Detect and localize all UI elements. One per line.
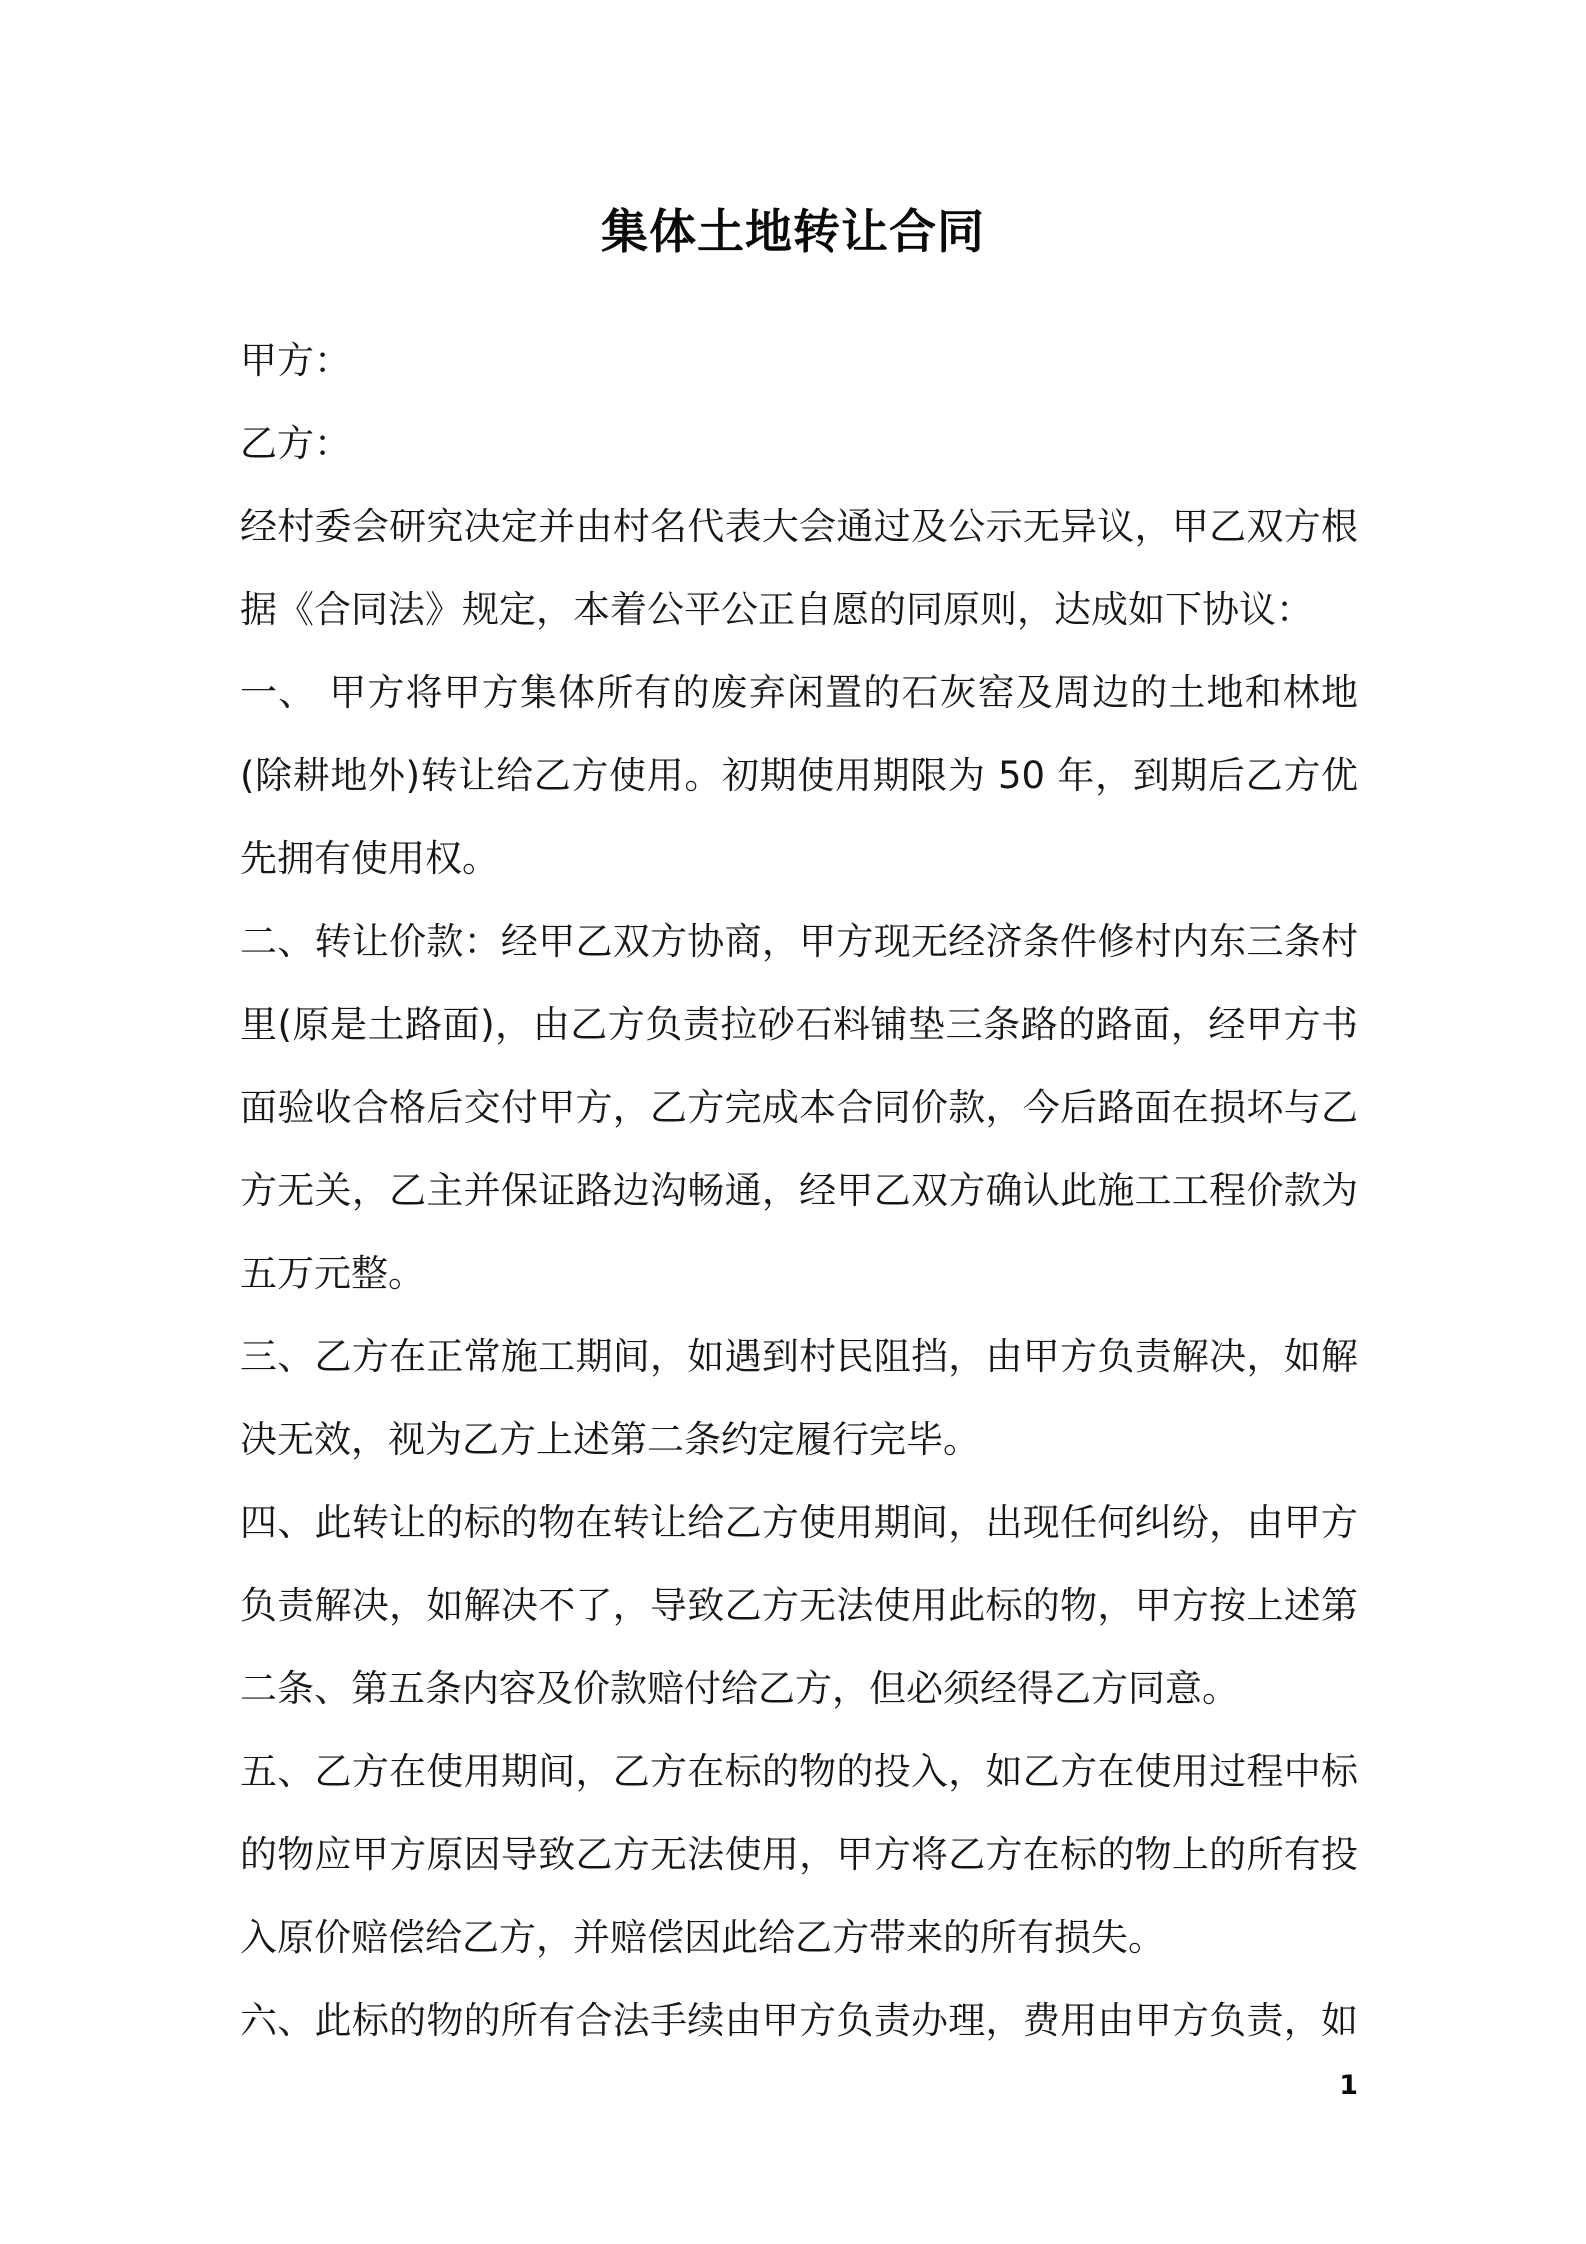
text-line-clause-1: (除耕地外)转让给乙方使用。初期使用期限为 50 年，到期后乙方优: [240, 754, 1358, 797]
text-line-party-b: 乙方：: [240, 422, 351, 465]
text-line-clause-5: 五、乙方在使用期间，乙方在标的物的投入，如乙方在使用过程中标: [240, 1750, 1358, 1793]
text-line-party-a: 甲方：: [240, 339, 351, 382]
text-line-preamble: 据《合同法》规定，本着公平公正自愿的同原则，达成如下协议：: [240, 588, 1313, 631]
text-line-clause-1: 一、 甲方将甲方集体所有的废弃闲置的石灰窑及周边的土地和林地: [240, 671, 1358, 714]
text-line-clause-2: 五万元整。: [240, 1252, 425, 1295]
document-title: 集体土地转让合同: [601, 205, 985, 260]
text-line-preamble: 经村委会研究决定并由村名代表大会通过及公示无异议，甲乙双方根: [240, 505, 1358, 548]
text-line-clause-4: 负责解决，如解决不了，导致乙方无法使用此标的物，甲方按上述第: [240, 1584, 1358, 1627]
text-line-clause-4: 四、此转让的标的物在转让给乙方使用期间，出现任何纠纷，由甲方: [240, 1501, 1358, 1544]
text-line-clause-2: 面验收合格后交付甲方，乙方完成本合同价款，今后路面在损坏与乙: [240, 1086, 1358, 1129]
text-line-clause-5: 入原价赔偿给乙方，并赔偿因此给乙方带来的所有损失。: [240, 1916, 1165, 1959]
page-number: 1: [1339, 2070, 1358, 2101]
text-line-clause-2: 二、转让价款：经甲乙双方协商，甲方现无经济条件修村内东三条村: [240, 920, 1358, 963]
text-line-clause-1: 先拥有使用权。: [240, 837, 499, 880]
text-line-clause-5: 的物应甲方原因导致乙方无法使用，甲方将乙方在标的物上的所有投: [240, 1833, 1358, 1876]
text-line-clause-2: 方无关，乙主并保证路边沟畅通，经甲乙双方确认此施工工程价款为: [240, 1169, 1358, 1212]
text-line-clause-6: 六、此标的物的所有合法手续由甲方负责办理，费用由甲方负责，如: [240, 1999, 1358, 2042]
text-line-clause-4: 二条、第五条内容及价款赔付给乙方，但必须经得乙方同意。: [240, 1667, 1239, 1710]
text-line-clause-2: 里(原是土路面)，由乙方负责拉砂石料铺垫三条路的路面，经甲方书: [240, 1003, 1358, 1046]
text-line-clause-3: 决无效，视为乙方上述第二条约定履行完毕。: [240, 1418, 980, 1461]
text-line-clause-3: 三、乙方在正常施工期间，如遇到村民阻挡，由甲方负责解决，如解: [240, 1335, 1358, 1378]
document-body: [240, 319, 1358, 2062]
